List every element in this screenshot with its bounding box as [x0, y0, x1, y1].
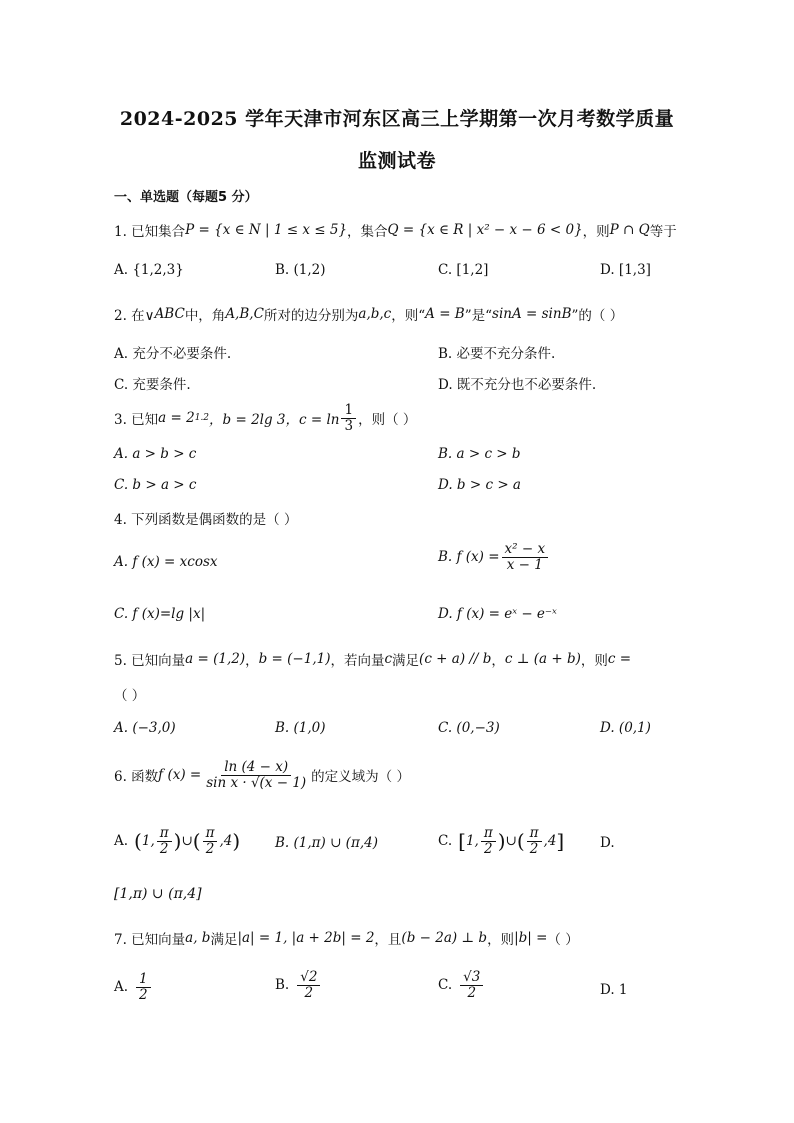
- q2-text-b: 中，角: [184, 308, 226, 324]
- q2-triangle: ABC: [154, 306, 185, 322]
- q6-fx: f (x) =: [158, 767, 202, 784]
- q4-option-d: D. f (x) = eˣ − e⁻ˣ: [438, 606, 557, 622]
- q6-a-right: ,4: [219, 833, 233, 850]
- q6-option-b: B. (1,π) ∪ (π,4): [275, 835, 378, 851]
- section-heading: 一、单选题（每题5 分）: [114, 190, 258, 205]
- q1-option-a: A. {1,2,3}: [114, 262, 184, 278]
- q7-option-c: [438, 970, 485, 1001]
- q5-text-a: 5. 已知向量: [114, 653, 186, 669]
- q7-c-num: √3: [460, 970, 483, 986]
- q7-c-frac: [460, 970, 483, 1001]
- q6-c-label: C.: [438, 833, 453, 850]
- q4-option-c: C. f (x)=lg |x|: [114, 606, 206, 622]
- q6-c-frac2: [527, 826, 542, 857]
- q5-option-a: A. (−3,0): [114, 720, 176, 736]
- q6-a-label: A.: [114, 833, 129, 850]
- q4-b-num: x² − x: [502, 542, 549, 558]
- q2-angles: A,B,C: [225, 306, 264, 322]
- q3-fraction: [341, 403, 356, 434]
- q6-a-frac2-den: 2: [205, 840, 215, 857]
- q2-option-d: D. 既不充分也不必要条件.: [438, 377, 597, 393]
- q6-a-frac1-num: π: [157, 826, 172, 842]
- q1-option-b: B. (1,2): [275, 262, 326, 278]
- q3-option-c: C. b > a > c: [114, 477, 197, 493]
- q2-option-a: A. 充分不必要条件.: [114, 346, 232, 362]
- q5-text-e: ，: [491, 653, 505, 669]
- q6-c-union: ∪: [505, 833, 517, 850]
- q7-text-c: ，且: [374, 932, 402, 948]
- q4-b-den: x − 1: [506, 556, 543, 573]
- q6-c-frac2-den: 2: [529, 840, 539, 857]
- q6-option-d: [1,π) ∪ (π,4]: [114, 886, 202, 902]
- q6-a-rparen2: ): [232, 829, 241, 854]
- q5-vec-b: b = (−1,1): [258, 651, 331, 667]
- question-6: [114, 760, 410, 791]
- q3-prefix: 3. 已知: [114, 412, 159, 429]
- q1-set-q: Q = {x ∈ R | x² − x − 6 < 0}: [387, 222, 583, 238]
- q7-text-d: ，则: [487, 932, 515, 948]
- q5-cond2: c ⊥ (a + b): [504, 651, 581, 667]
- q6-a-frac1-den: 2: [159, 840, 169, 857]
- q1-option-d: D. [1,3]: [600, 262, 651, 278]
- q6-c-right: ,4: [543, 833, 557, 850]
- q6-option-c: [438, 826, 564, 857]
- question-5: [114, 649, 631, 669]
- q7-cond: |a| = 1, |a + 2b| = 2: [237, 930, 375, 946]
- q7-a-frac: [136, 972, 151, 1003]
- q6-c-frac2-num: π: [527, 826, 542, 842]
- q3-option-a: A. a > b > c: [114, 446, 197, 462]
- q7-ask: |b| =: [514, 930, 548, 946]
- q7-option-b: [275, 970, 322, 1001]
- q7-b-label: B.: [275, 977, 290, 994]
- q3-option-d: D. b > c > a: [438, 477, 521, 493]
- q2-cond2: sinA = sinB: [492, 306, 572, 322]
- q7-text-a: 7. 已知向量: [114, 932, 186, 948]
- q4-option-a: A. f (x) = xcosx: [114, 554, 218, 570]
- q1-expr: P ∩ Q: [609, 222, 650, 238]
- q3-suffix: ，则（ ）: [358, 412, 417, 429]
- q6-c-rparen: ): [497, 829, 506, 854]
- q5-cond1: (c + a) // b: [419, 651, 492, 667]
- q6-c-frac1: [481, 826, 496, 857]
- q2-text-e: ”是“: [464, 308, 493, 324]
- q6-a-lparen: (: [134, 829, 142, 854]
- q4-option-b-fraction: [502, 542, 549, 573]
- q7-b-den: 2: [304, 984, 314, 1001]
- q5-text-f: ，则: [580, 653, 608, 669]
- exam-title-line1: 2024-2025 学年天津市河东区高三上学期第一次月考数学质量: [119, 108, 675, 130]
- q5-vec-c: c: [384, 651, 393, 667]
- q7-a-den: 2: [139, 986, 148, 1003]
- q7-c-den: 2: [467, 984, 477, 1001]
- q7-vecs: a, b: [185, 930, 211, 946]
- q6-prefix: 6. 函数: [114, 769, 159, 786]
- q7-option-d: D. 1: [600, 982, 628, 998]
- q6-suffix: 的定义域为（ ）: [311, 769, 410, 786]
- q6-option-a: [114, 826, 240, 857]
- q5-ask: c =: [607, 651, 632, 667]
- q3-frac-num: 1: [341, 403, 356, 419]
- q6-a-frac2: [203, 826, 218, 857]
- q3-bc-expr: ，b = 2lg 3，c = ln: [209, 412, 340, 429]
- q6-a-rparen: ): [173, 829, 182, 854]
- q2-text-a: 2. 在∨: [114, 308, 155, 324]
- q7-a-num: 1: [136, 972, 151, 988]
- exam-title-line2: 监测试卷: [357, 150, 436, 172]
- q6-option-d-label: D.: [600, 835, 615, 851]
- question-2: [114, 304, 623, 324]
- q1-mid: ，集合: [347, 224, 388, 240]
- q7-text-b: 满足: [210, 932, 238, 948]
- q6-c-lbracket: [: [458, 829, 466, 854]
- q5-continuation: （ ）: [114, 688, 146, 704]
- q4-option-b-prefix: B. f (x) =: [438, 549, 500, 566]
- q5-text-b: ，: [245, 653, 259, 669]
- q2-option-b: B. 必要不充分条件.: [438, 346, 556, 362]
- q2-text-c: 所对的边分别为: [263, 308, 359, 324]
- q1-suffix: 等于: [649, 224, 677, 240]
- q2-cond1: A = B: [425, 306, 465, 322]
- q6-c-rbracket: ]: [556, 829, 565, 854]
- q6-den: sin x · √(x − 1): [206, 774, 307, 791]
- q5-text-c: ，若向量: [330, 653, 385, 669]
- q7-option-a: [114, 972, 153, 1003]
- q3-a-expr: a = 2: [158, 410, 195, 427]
- question-3: [114, 403, 416, 434]
- q6-c-frac1-num: π: [481, 826, 496, 842]
- q6-a-lparen2: (: [192, 829, 201, 854]
- q1-option-c: C. [1,2]: [438, 262, 489, 278]
- q5-vec-a: a = (1,2): [185, 651, 246, 667]
- q6-c-lparen2: (: [516, 829, 525, 854]
- q3-frac-den: 3: [344, 417, 354, 434]
- q6-a-left: 1,: [141, 833, 155, 850]
- q5-option-c: C. (0,−3): [438, 720, 500, 736]
- question-7: [114, 928, 579, 948]
- q5-option-b: B. (1,0): [275, 720, 326, 736]
- q5-option-d: D. (0,1): [600, 720, 651, 736]
- q1-set-p: P = {x ∈ N | 1 ≤ x ≤ 5}: [185, 222, 348, 238]
- q3-a-exponent: 1.2: [194, 413, 210, 424]
- q6-c-frac1-den: 2: [483, 840, 493, 857]
- q5-text-d: 满足: [392, 653, 420, 669]
- q7-a-label: A.: [114, 979, 129, 996]
- q7-b-frac: [297, 970, 320, 1001]
- q2-text-d: ，则“: [391, 308, 426, 324]
- q6-num: ln (4 − x): [221, 760, 291, 776]
- q7-suffix: （ ）: [547, 932, 579, 948]
- question-4: 4. 下列函数是偶函数的是（ ）: [114, 512, 298, 528]
- q7-b-num: √2: [297, 970, 320, 986]
- q7-cond2: (b − 2a) ⊥ b: [401, 930, 488, 946]
- q2-option-c: C. 充要条件.: [114, 377, 191, 393]
- q1-then: ，则: [582, 224, 610, 240]
- q6-c-left: 1,: [465, 833, 479, 850]
- q7-c-label: C.: [438, 977, 453, 994]
- q6-a-frac1: [157, 826, 172, 857]
- q3-option-b: B. a > c > b: [438, 446, 521, 462]
- q6-a-union: ∪: [181, 833, 193, 850]
- q4-option-b: [438, 542, 550, 573]
- q6-fraction: [203, 760, 309, 791]
- q2-text-f: ”的（ ）: [571, 308, 624, 324]
- q1-prefix: 1. 已知集合: [114, 224, 186, 240]
- q2-sides: a,b,c: [358, 306, 392, 322]
- question-1: [114, 220, 677, 240]
- q6-a-frac2-num: π: [203, 826, 218, 842]
